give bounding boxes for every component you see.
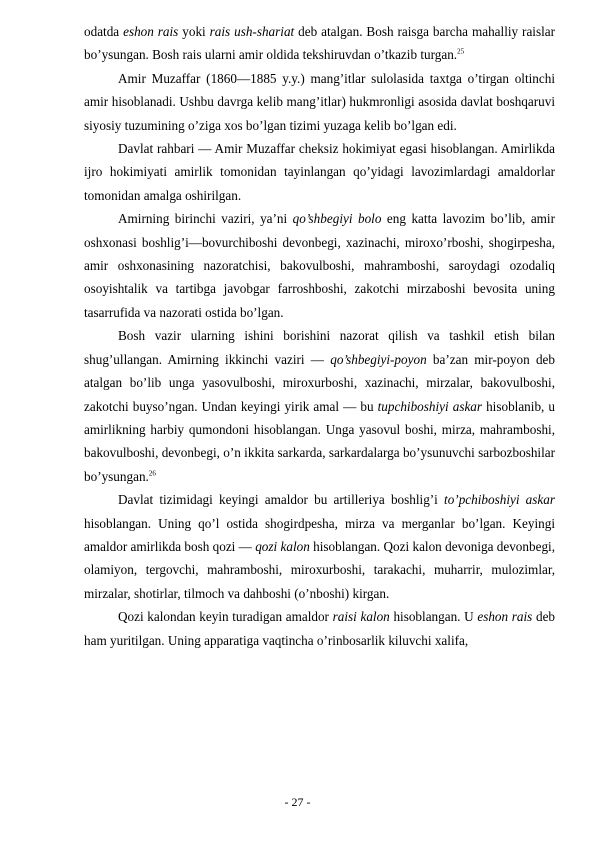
- italic-term: rais ush-shariat: [209, 24, 295, 39]
- text-run: Qozi kalondan keyin turadigan amaldor: [118, 609, 333, 625]
- text-run: hisoblanib, u amirlikning harbiy qumondoni hisoblangan. Unga yasovul boshi, mirza, mahramboshi, bakovulboshi, devonbegi, o’n ikkita sarkarda, sarkardalarga bo’ysunuvchi sarbozboshilar bo’ysungan.: [84, 398, 555, 484]
- italic-term: raisi kalon: [332, 609, 390, 625]
- footnote-marker[interactable]: 26: [148, 469, 156, 478]
- text-run: Amirning birinchi vaziri, ya’ni: [118, 211, 293, 227]
- paragraph-5: [84, 324, 555, 488]
- text-run: hisoblangan. U: [389, 609, 478, 625]
- italic-term: qo’shbegiyi-poyon: [330, 351, 427, 367]
- italic-term: eshon rais: [477, 609, 533, 625]
- footnote-marker[interactable]: 25: [457, 48, 465, 57]
- text-run: deb atalgan. Bosh raisga barcha mahalliy raislar bo’ysungan. Bosh rais ularni amir oldida tekshiruvdan o’tkazib turgan.: [84, 24, 556, 63]
- italic-term: qozi kalon: [255, 538, 310, 554]
- text-run: ba’zan mir-poyon deb atalgan bo’lib unga yasovulboshi, miroxurboshi, xazinachi, mirzalar, bakovulboshi, zakotchi buyso’ngan. Undan keyingi yirik amal — bu: [84, 351, 555, 414]
- text-run: Bosh vazir ularning ishini borishini nazorat qilish va tashkil etish bilan shug’ullangan. Amirning ikkinchi vaziri —: [84, 328, 555, 367]
- paragraph-1: [84, 20, 555, 67]
- text-run: eng katta lavozim bo’lib, amir oshxonasi boshlig’i—bovurchiboshi devonbegi, xazinachi, miroxo’rboshi, shogirpesha, amir oshxonasining nazoratchisi, bakovulboshi, mahramboshi, saroydagi ozodaliq osoyishtalik va tartibga javobgar farroshboshi, zakotchi mirzaboshi bevosita uning tasarrufida va nazorati ostida bo’lgan.: [84, 211, 555, 320]
- document-body: [84, 20, 555, 652]
- text-run: deb ham yuritilgan. Uning apparatiga vaqtincha o’rinbosarlik kiluvchi xalifa,: [84, 609, 556, 648]
- text-run: hisoblangan. Uning qo’l ostida shogirdpesha, mirza va merganlar bo’lgan. Keyingi amaldor amirlikda bosh qozi —: [84, 515, 555, 554]
- paragraph-7: [84, 605, 555, 652]
- paragraph-3: Davlat rahbari — Amir Muzaffar cheksiz hokimiyat egasi hisoblangan. Amirlikda ijro hokimiyati amirlik tomonidan tayinlangan qo’yidagi lavozimlardagi amaldorlar tomonidan amalga oshirilgan.: [84, 141, 555, 203]
- italic-term: eshon rais: [123, 24, 179, 39]
- text-run: hisoblangan. Qozi kalon devoniga devonbegi, olamiyon, tergovchi, mahramboshi, miroxurboshi, tarakachi, muharrir, mulozimlar, mirzalar, shotirlar, tilmoch va dahboshi (o’nboshi) kirgan.: [84, 538, 555, 601]
- paragraph-2: Amir Muzaffar (1860—1885 y.y.) mang’itlar sulolasida taxtga o’tirgan oltinchi amir hisoblanadi. Ushbu davrga kelib mang’itlar) hukmronligi asosida davlat boshqaruvi siyosiy tuzumining o’ziga xos bo’lgan tizimi yuzaga kelib bo’lgan edi.: [84, 70, 555, 133]
- italic-term: tupchiboshiyi askar: [377, 398, 483, 414]
- page-number: - 27 -: [284, 795, 311, 809]
- text-run: odatda: [84, 24, 124, 39]
- italic-term: to’pchiboshiyi askar: [444, 492, 555, 508]
- text-run: Davlat tizimidagi keyingi amaldor bu artilleriya boshlig’i: [118, 492, 445, 508]
- paragraph-4: [84, 207, 555, 324]
- text-run: yoki: [178, 24, 210, 39]
- paragraph-6: [84, 488, 555, 605]
- italic-term: qo’shbegiyi bolo: [292, 211, 382, 227]
